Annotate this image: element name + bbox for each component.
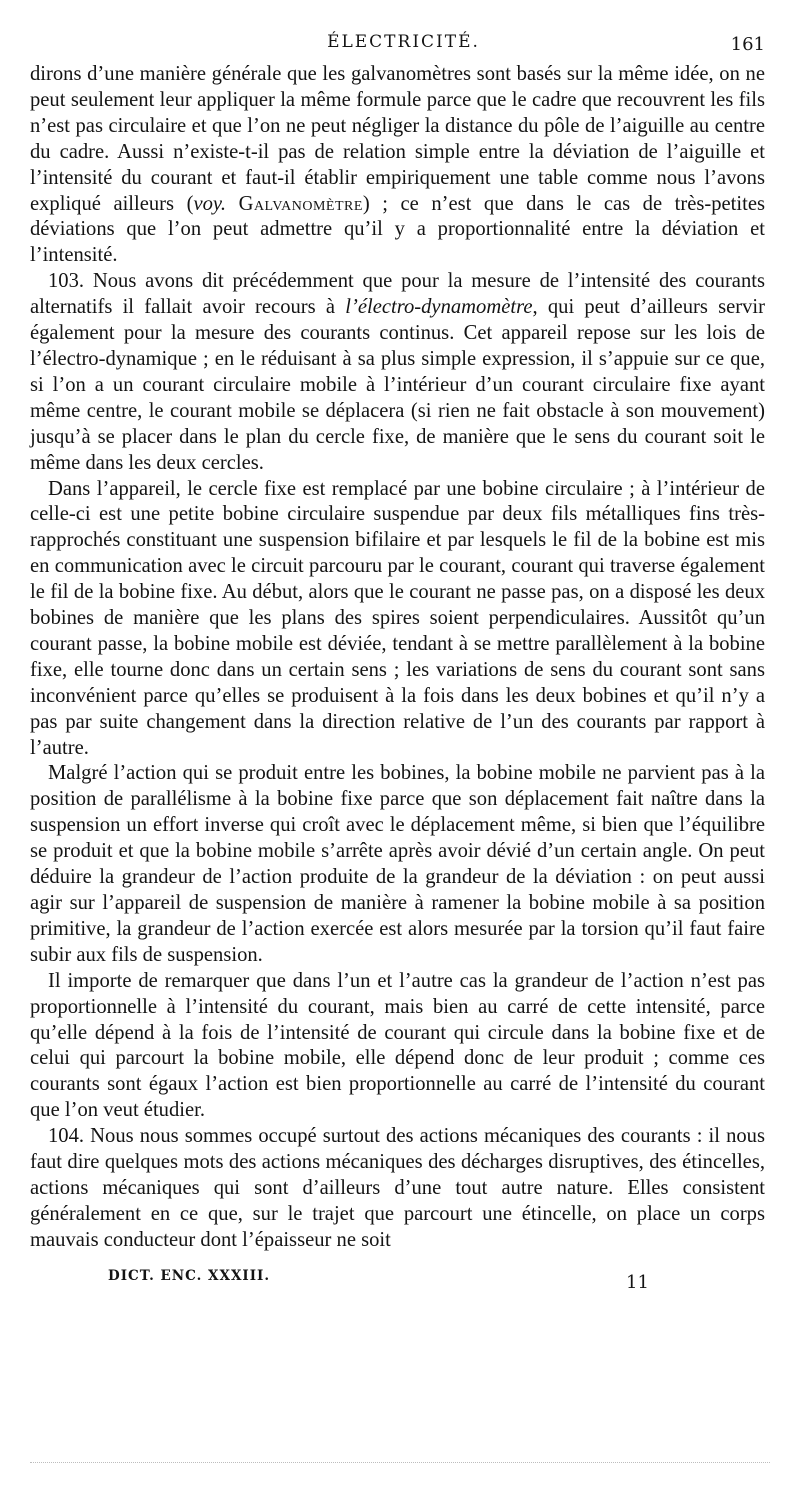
page-footer [30, 1264, 765, 1294]
cross-reference-galvanometre: Galvanomètre [238, 192, 363, 215]
paragraph-carre-intensite: Il importe de remarquer que dans l’un et l’autre cas la grandeur de l’action n’est pas proportionnelle à l’intensité du courant, mais bien au carré de cette intensité, parce qu’elle dépend à la fois de l’intensité de courant qui circule dans la bobine fixe et de celui qui parcourt la bobine mobile, elle dépend donc de leur produit ; comme ces courants sont égaux l’action est bien proportionnelle au carré de l’intensité du courant que l’on veut étudier. [30, 969, 765, 1122]
paragraph-text: Nous avons dit précédemment que pour la mesure de l’intensité des courants alternatifs il fallait avoir recours à [30, 270, 765, 319]
paragraph-text: Nous nous sommes occupé surtout des actions mécaniques des courants : il nous faut dire quelques mots des actions mécaniques des décharges disruptives, des étincelles, actions mécaniques qui sont d’ailleurs d’une tout autre nature. Elles consistent généralement en ce que, sur le trajet que parcourt une étincelle, on place un corps mauvais conducteur dont l’épaisseur ne soit [30, 1125, 765, 1251]
section-number-104: 104. [48, 1125, 85, 1148]
paragraph-equilibre: Malgré l’action qui se produit entre les bobines, la bobine mobile ne parvient pas à la position de parallélisme à la bobine fixe parce que son déplacement fait naître dans la suspension un effort inverse qui croît avec le déplacement même, si bien que l’équilibre se produit et que la bobine mobile s’arrête après avoir dévié d’un certain angle. On peut déduire la grandeur de l’action produite de la grandeur de la déviation : on peut aussi agir sur l’appareil de suspension de manière à ramener la bobine mobile à sa position primitive, la grandeur de l’action exercée est alors mesurée par la torsion qu’il faut faire subir aux fils de suspension. [30, 762, 765, 966]
reference-voy: voy. [193, 192, 227, 215]
body-text [30, 62, 765, 1254]
section-number-103: 103. [48, 270, 85, 293]
page-header [30, 30, 765, 62]
emphasis-electro-dynamometre: l’électro-dynamomètre [345, 296, 533, 319]
signature-number: 11 [626, 1271, 649, 1293]
scan-specks-divider [30, 1462, 770, 1467]
paragraph-103 [30, 269, 765, 476]
paragraph-appareil: Dans l’appareil, le cercle fixe est remplacé par une bobine circulaire ; à l’intérieur de celle-ci est une petite bobine circulaire suspendue par deux fils métalliques fins très-rapprochés constituant une suspension bifilaire et par lesquels le fil de la bobine est mis en communication avec le circuit parcouru par le courant, courant qui traverse également le fil de la bobine fixe. Au début, alors que le courant ne passe pas, on a disposé les deux bobines de manière que les plans des spires soient perpendiculaires. Aussitôt qu’un courant passe, la bobine mobile est déviée, tendant à se mettre parallèlement à la bobine fixe, elle tourne donc dans un certain sens ; les variations de sens du courant sont sans inconvénient parce qu’elles se produisent à la fois dans les deux bobines et qu’il n’y a pas par suite changement dans la direction relative de l’un des courants par rapport à l’autre. [30, 477, 765, 759]
signature-mark: DICT. ENC. XXXIII. [108, 1267, 271, 1284]
paragraph-text: ) ; ce n’est que dans le cas de très-petites déviations que l’on peut admettre qu’il y a proportionnalité entre la déviation et l’intensité. [30, 192, 765, 267]
running-title: ÉLECTRICITÉ. [327, 32, 480, 52]
paragraph-text: dirons d’une manière générale que les galvanomètres sont basés sur la même idée, on ne peut seulement leur appliquer la même formule parce que le cadre que recouvrent les fils n’est pas circulaire et que l’on ne peut négliger la distance du pôle de l’aiguille au centre du cadre. Aussi n’existe-t-il pas de relation simple entre la déviation de l’aiguille et l’intensité du courant et faut-il établir empiriquement une table comme nous l’avons expliqué ailleurs ( [30, 63, 765, 215]
paragraph-text: , qui peut d’ailleurs servir également pour la mesure des courants continus. Cet appareil repose sur les lois de l’électro-dynamique ; en le réduisant à sa plus simple expression, il s’appuie sur ce que, si l’on a un courant circulaire mobile à l’intérieur d’un courant circulaire fixe ayant même centre, le courant mobile se déplacera (si rien ne fait obstacle à son mouvement) jusqu’à se placer dans le plan du cercle fixe, de manière que le sens du courant soit le même dans les deux cercles. [30, 296, 765, 474]
book-page [30, 30, 765, 1470]
paragraph-104 [30, 1124, 765, 1254]
page-number: 161 [730, 34, 765, 55]
paragraph-galvanometers [30, 62, 765, 269]
